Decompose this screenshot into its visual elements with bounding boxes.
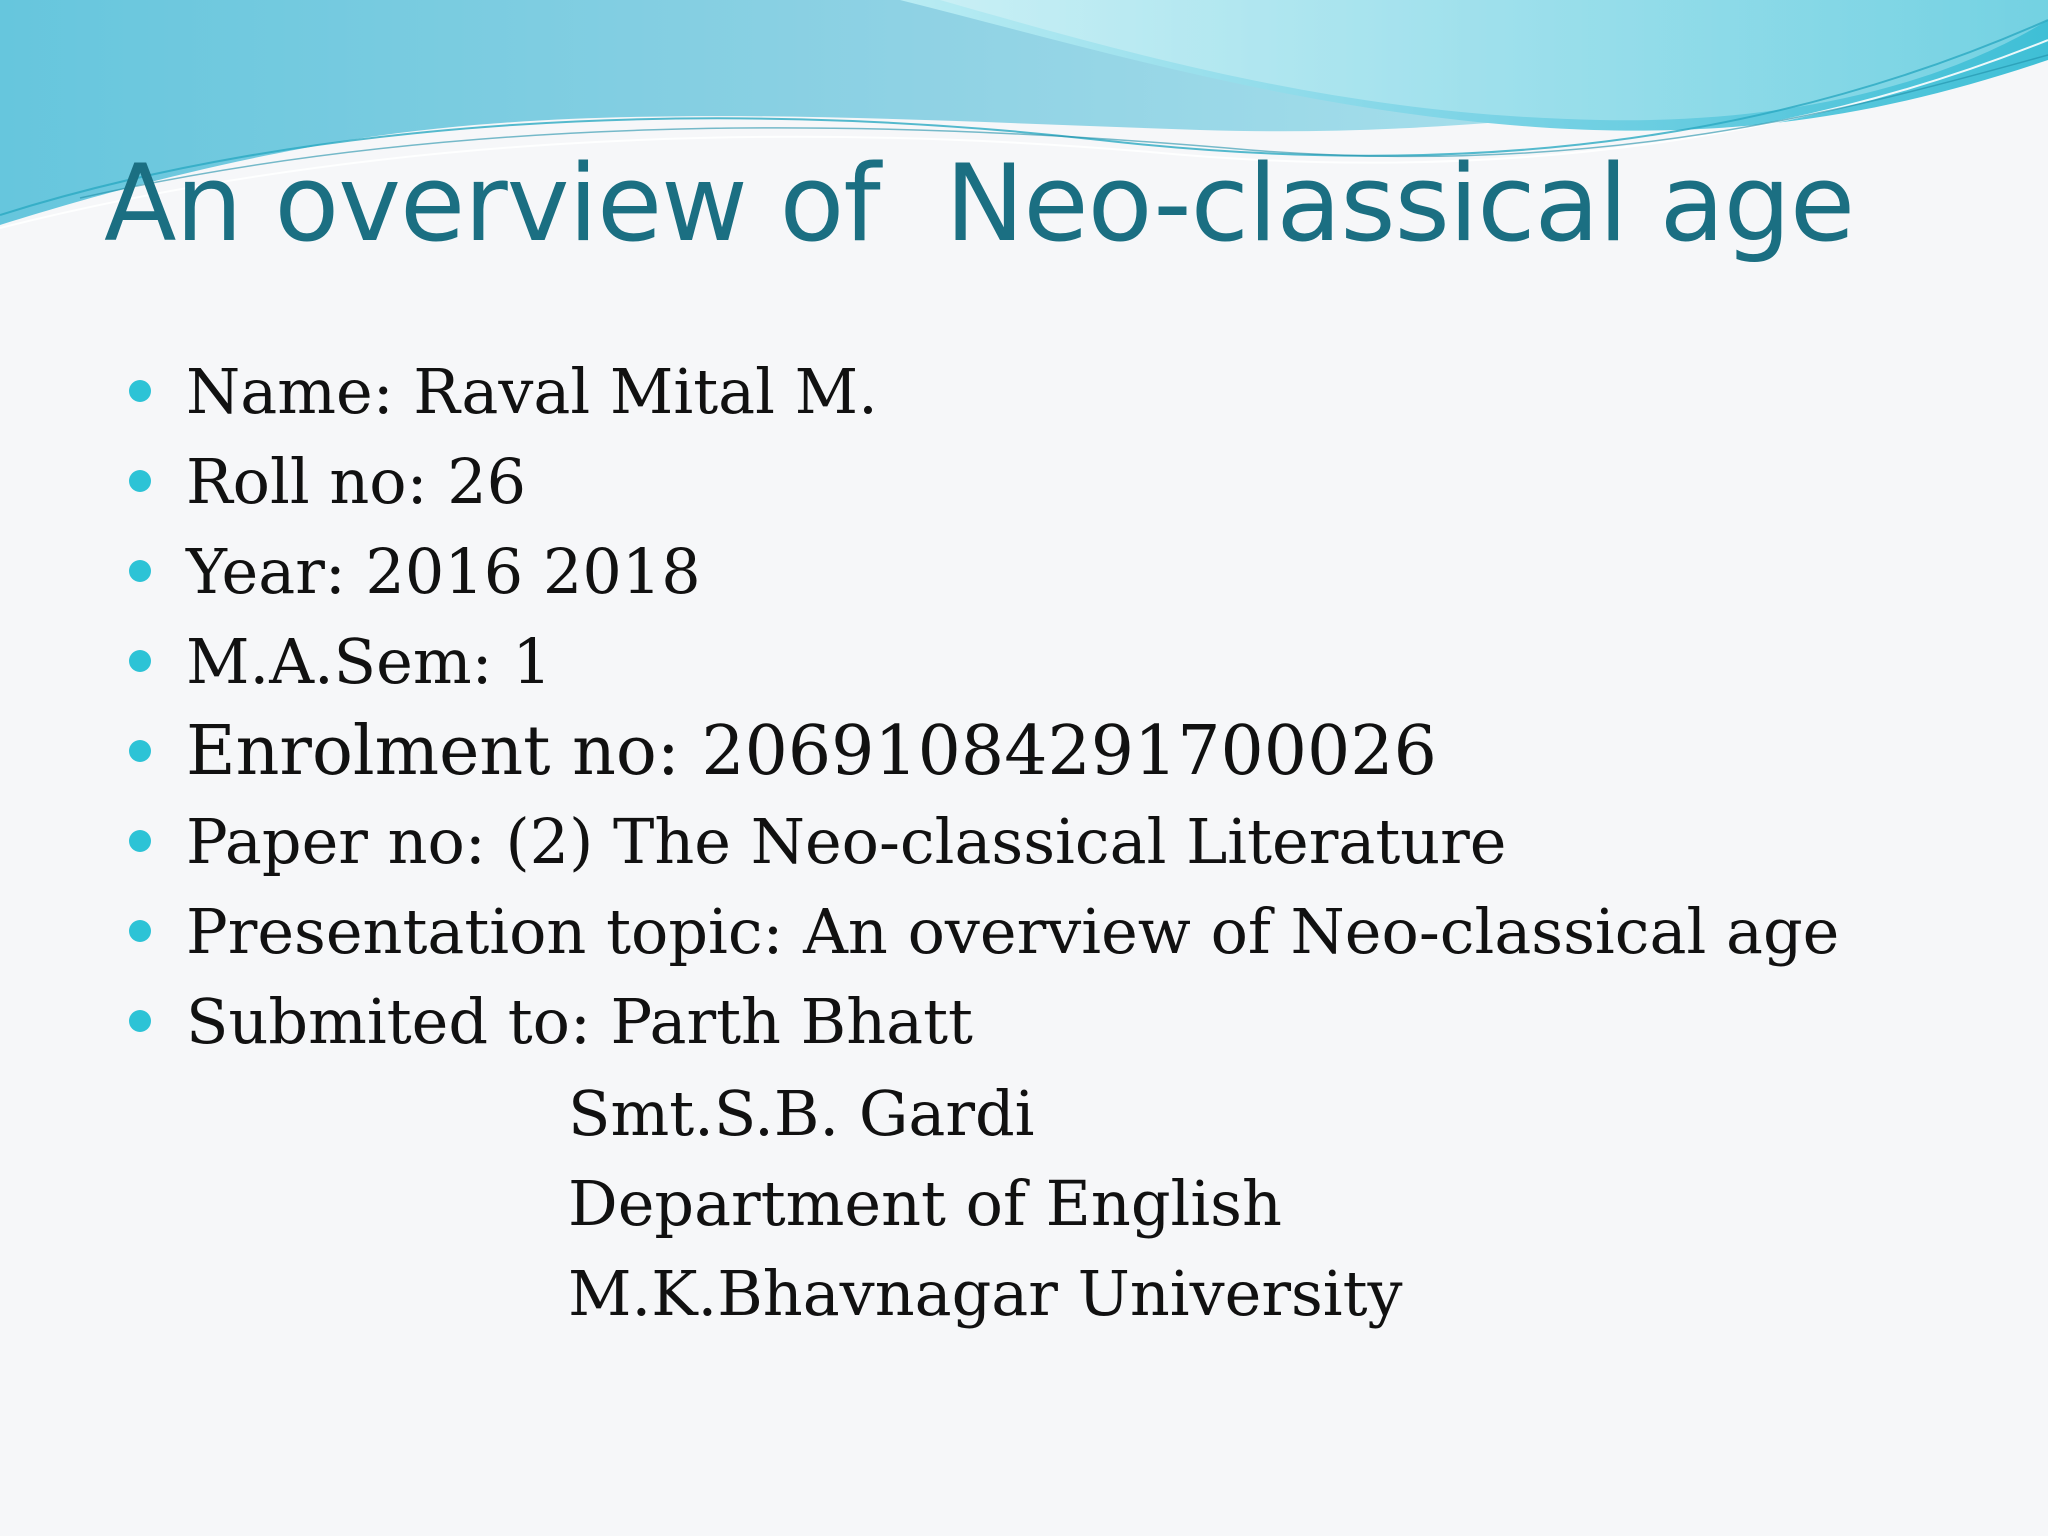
bullet-dot-icon [129, 650, 151, 672]
bullet-dot-icon [129, 1010, 151, 1032]
bullet-text: Year: 2016 2018 [186, 534, 701, 608]
continuation-line: M.K.Bhavnagar University [568, 1256, 1403, 1330]
continuation-line: Smt.S.B. Gardi [568, 1076, 1035, 1150]
list-item [126, 526, 1839, 616]
list-item [126, 796, 1839, 886]
list-item [126, 706, 1839, 796]
list-item [126, 436, 1839, 526]
continuation-line: Department of English [568, 1166, 1282, 1240]
bullet-list [126, 346, 1839, 1066]
list-item [126, 976, 1839, 1066]
list-item [126, 346, 1839, 436]
bullet-text: M.A.Sem: 1 [186, 624, 552, 698]
bullet-dot-icon [129, 470, 151, 492]
bullet-text: Submited to: Parth Bhatt [186, 984, 973, 1058]
bullet-dot-icon [129, 380, 151, 402]
bullet-text: Roll no: 26 [186, 444, 527, 518]
bullet-text: Enrolment no: 20691084291700026 [186, 711, 1437, 791]
bullet-dot-icon [129, 920, 151, 942]
list-item [126, 886, 1839, 976]
bullet-text: Name: Raval Mital M. [186, 354, 878, 428]
bullet-text: Paper no: (2) The Neo-classical Literature [186, 804, 1507, 878]
bullet-dot-icon [129, 740, 151, 762]
slide-title: An overview of Neo-classical age [104, 142, 1855, 265]
bullet-dot-icon [129, 830, 151, 852]
bullet-text: Presentation topic: An overview of Neo-classical age [186, 894, 1840, 968]
submitted-to-details [568, 1068, 1403, 1338]
bullet-dot-icon [129, 560, 151, 582]
list-item [126, 616, 1839, 706]
